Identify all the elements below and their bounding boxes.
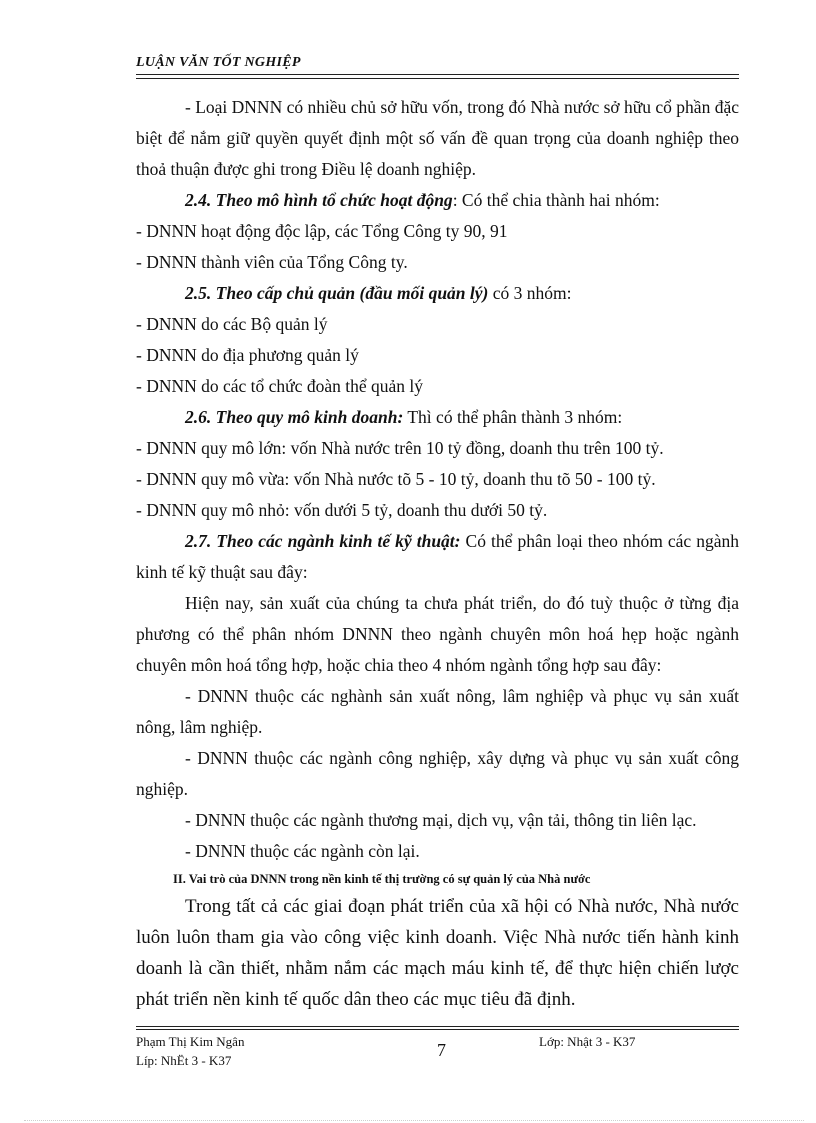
list-item: - DNNN do các tổ chức đoàn thể quản lý [136, 376, 423, 396]
footer-class-garbled: Líp: NhËt 3 - K37 [136, 1053, 232, 1068]
list-item: - DNNN quy mô lớn: vốn Nhà nước trên 10 tỷ đồng, doanh thu trên 100 tỷ. [136, 438, 664, 458]
page-content [136, 92, 739, 1015]
list-item: - DNNN thuộc các ngành thương mại, dịch vụ, vận tải, thông tin liên lạc. [185, 810, 697, 830]
footer-class: Lớp: Nhật 3 - K37 [539, 1034, 636, 1049]
list-item: - DNNN thuộc các ngành còn lại. [185, 841, 420, 861]
list-item: - DNNN do địa phương quản lý [136, 345, 359, 365]
header-rule [136, 74, 739, 75]
heading-2-6 [136, 402, 739, 433]
heading-2-7-title: 2.7. Theo các ngành kinh tế kỹ thuật: [185, 531, 461, 551]
list-item: - DNNN do các Bộ quản lý [136, 314, 328, 334]
heading-2-4-title: 2.4. Theo mô hình tổ chức hoạt động [185, 190, 453, 210]
heading-2-7 [136, 526, 739, 588]
footer-rule [136, 1029, 739, 1030]
paragraph-owner-type: - Loại DNNN có nhiều chủ sở hữu vốn, trong đó Nhà nước sở hữu cổ phần đặc biệt để nắm giữ quyền quyết định một số vấn đề quan trọng của doanh nghiệp theo thoả thuận được ghi trong Điều lệ doanh nghiệp. [136, 97, 739, 179]
heading-2-4 [136, 185, 739, 216]
list-item: - DNNN hoạt động độc lập, các Tổng Công ty 90, 91 [136, 221, 508, 241]
section-heading-ii: II. Vai trò của DNNN trong nền kinh tế thị trường có sự quản lý của Nhà nước [173, 872, 591, 886]
heading-2-6-rest: Thì có thể phân thành 3 nhóm: [403, 407, 623, 427]
footer-rule-thin [136, 1026, 739, 1027]
page-number: 7 [437, 1040, 446, 1060]
heading-2-5-rest: có 3 nhóm: [488, 283, 572, 303]
heading-2-5 [136, 278, 739, 309]
heading-2-5-title: 2.5. Theo cấp chủ quản (đầu mối quản lý) [185, 283, 489, 303]
heading-2-6-title: 2.6. Theo quy mô kinh doanh: [185, 407, 404, 427]
heading-2-7-rest: Có thể phân loại theo nhóm các ngành kinh tế kỹ thuật sau đây: [136, 531, 739, 582]
list-item: - DNNN thành viên của Tổng Công ty. [136, 252, 408, 272]
paragraph-state-role: Trong tất cả các giai đoạn phát triển của xã hội có Nhà nước, Nhà nước luôn luôn tham gia vào công việc kinh doanh. Việc Nhà nước tiến hành kinh doanh là cần thiết, nhằm nắm các mạch máu kinh tế, để thực hiện chiến lược phát triển nền kinh tế quốc dân theo các mục tiêu đã định. [136, 896, 739, 1010]
header-rule-thin [136, 78, 739, 79]
list-item: - DNNN thuộc các nghành sản xuất nông, lâm nghiệp và phục vụ sản xuất nông, lâm nghiệp. [136, 686, 739, 737]
page-bottom-dotted-line [24, 1120, 804, 1121]
running-header-title: LUẬN VĂN TỐT NGHIỆP [136, 55, 301, 70]
list-item: - DNNN quy mô nhỏ: vốn dưới 5 tỷ, doanh thu dưới 50 tỷ. [136, 500, 548, 520]
footer-author: Phạm Thị Kim Ngân [136, 1034, 245, 1049]
list-item: - DNNN quy mô vừa: vốn Nhà nước tõ 5 - 10 tỷ, doanh thu tõ 50 - 100 tỷ. [136, 469, 656, 489]
list-item: - DNNN thuộc các ngành công nghiệp, xây dựng và phục vụ sản xuất công nghiệp. [136, 748, 739, 799]
paragraph-current: Hiện nay, sản xuất của chúng ta chưa phát triển, do đó tuỳ thuộc ở từng địa phương có thể phân nhóm DNNN theo ngành chuyên môn hoá hẹp hoặc ngành chuyên môn hoá tổng hợp, hoặc chia theo 4 nhóm ngành tổng hợp sau đây: [136, 593, 739, 675]
heading-2-4-rest: : Có thể chia thành hai nhóm: [452, 190, 660, 210]
